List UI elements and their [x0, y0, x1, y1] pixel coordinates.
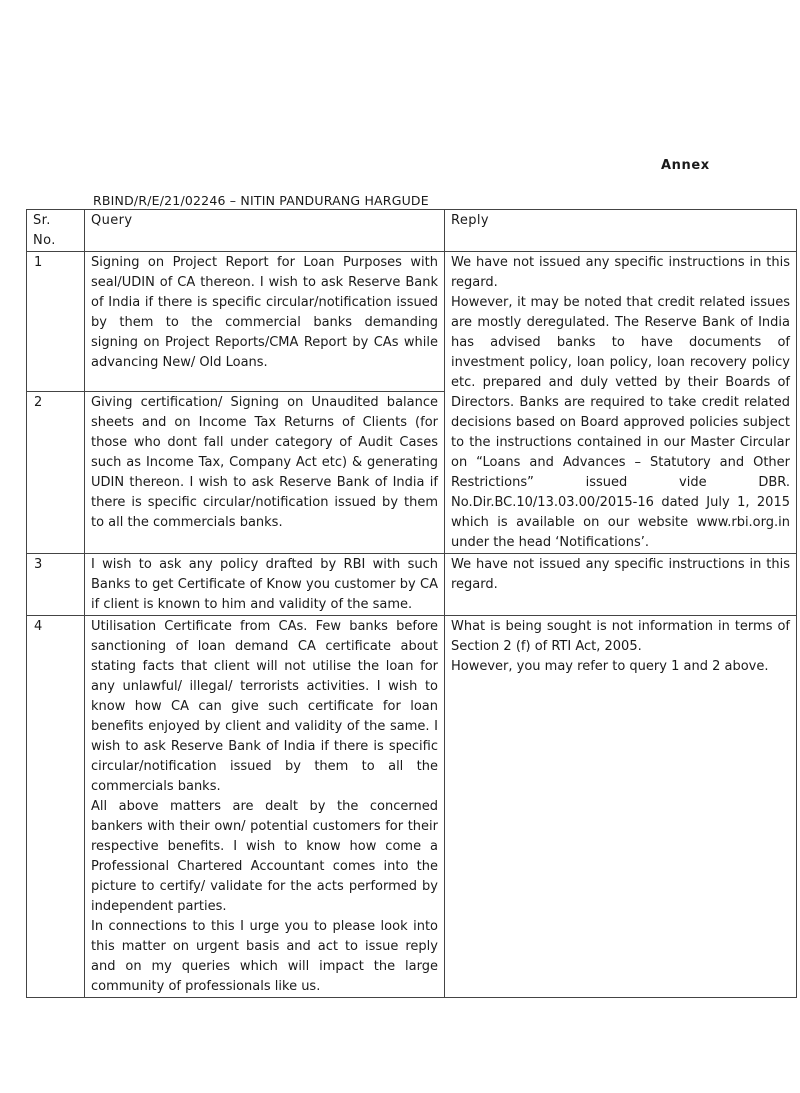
row-2-query-text: Giving certification/ Signing on Unaudited balance sheets and on Income Tax Returns of Clients (for those who dont fall under category of Audit Cases such as Income Tax, Company Act etc) & generating UDIN thereon. I wish to ask Reserve Bank of India if there is specific circular/notification issued by them to all the commercials banks. [91, 394, 438, 530]
reply-1-2-para-1: We have not issued any specific instructions in this regard. [451, 255, 790, 290]
row-3-sr: 3 [27, 554, 85, 616]
table-header-row [27, 210, 797, 252]
row-2-query [85, 391, 445, 553]
row-3-reply-text: We have not issued any specific instructions in this regard. [451, 557, 790, 592]
row-4-reply [445, 616, 797, 998]
row-3-query-text: I wish to ask any policy drafted by RBI with such Banks to get Certificate of Know you customer by CA if client is known to him and validity of the same. [91, 557, 438, 612]
row-4-query-para-3: In connections to this I urge you to please look into this matter on urgent basis and act to issue reply and on my queries which will impact the large community of professionals like us. [91, 919, 438, 994]
rti-reply-table [26, 209, 797, 998]
row-1-query-text: Signing on Project Report for Loan Purposes with seal/UDIN of CA thereon. I wish to ask Reserve Bank of India if there is specific circular/notification issued by them to the commercial banks demanding signing on Project Reports/CMA Report by CAs while advancing New/ Old Loans. [91, 255, 438, 370]
header-reply: Reply [445, 210, 797, 252]
row-3-query [85, 554, 445, 616]
row-4-reply-para-1: What is being sought is not information in terms of Section 2 (f) of RTI Act, 2005. [451, 619, 790, 654]
row-4-sr: 4 [27, 616, 85, 998]
row-4-query-para-2: All above matters are dealt by the concerned bankers with their own/ potential customers for their respective benefits. I wish to know how come a Professional Chartered Accountant comes into the picture to certify/ validate for the acts performed by independent parties. [91, 799, 438, 914]
reference-line: RBIND/R/E/21/02246 – NITIN PANDURANG HARGUDE [93, 193, 429, 208]
annex-label: Annex [661, 158, 710, 173]
row-4-query [85, 616, 445, 998]
row-4-query-para-1: Utilisation Certificate from CAs. Few banks before sanctioning of loan demand CA certificate about stating facts that client will not utilise the loan for any unlawful/ illegal/ terrorists activities. I wish to know how CA can give such certificate for loan benefits enjoyed by client and validity of the same. I wish to ask Reserve Bank of India if there is specific circular/notification issued by them to all the commercials banks. [91, 619, 438, 794]
header-query: Query [85, 210, 445, 252]
row-1-sr: 1 [27, 252, 85, 392]
reply-1-2-para-2: However, it may be noted that credit related issues are mostly deregulated. The Reserve Bank of India has advised banks to have documents of investment policy, loan policy, loan recovery policy etc. prepared and duly vetted by their Boards of Directors. Banks are required to take credit related decisions based on Board approved policies subject to the instructions contained in our Master Circular on “Loans and Advances – Statutory and Other Restrictions” issued vide DBR. No.Dir.BC.10/13.03.00/2015-16 dated July 1, 2015 which is available on our website www.rbi.org.in under the head ‘Notifications’. [451, 295, 790, 550]
table-row [27, 554, 797, 616]
table-row [27, 252, 797, 392]
row-2-sr: 2 [27, 391, 85, 553]
reply-rows-1-2 [445, 252, 797, 554]
row-4-reply-para-2: However, you may refer to query 1 and 2 above. [451, 659, 769, 674]
row-3-reply [445, 554, 797, 616]
row-1-query [85, 252, 445, 392]
header-sr-no: Sr. No. [27, 210, 85, 252]
table-row [27, 616, 797, 998]
